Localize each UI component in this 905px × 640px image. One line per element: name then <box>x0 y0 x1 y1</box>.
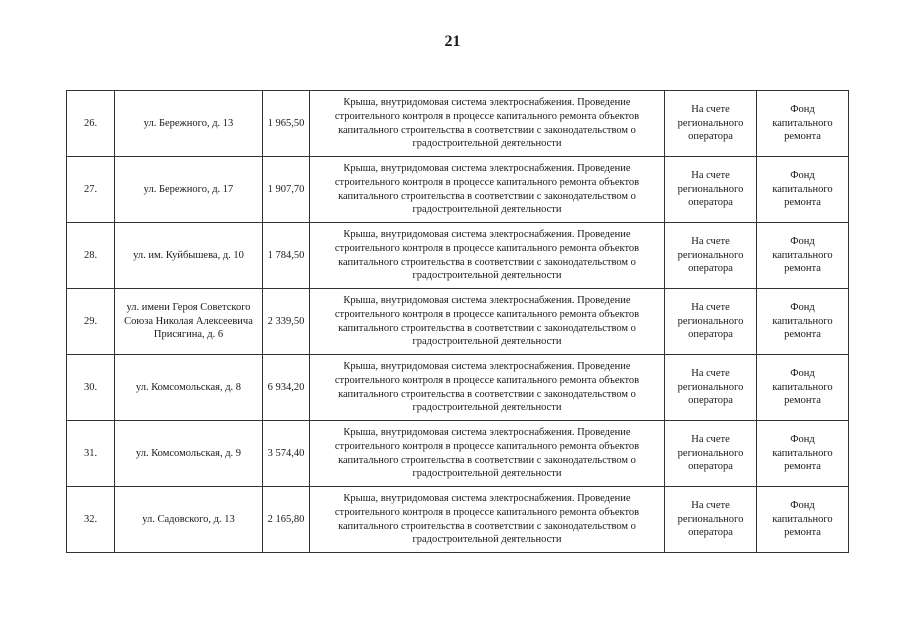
row-number: 29. <box>67 289 115 355</box>
account-cell: На счете регионального оператора <box>665 289 757 355</box>
table-row <box>67 223 849 289</box>
funding-source-cell: Фонд капитального ремонта <box>757 355 849 421</box>
row-number: 27. <box>67 157 115 223</box>
row-number: 32. <box>67 487 115 553</box>
address-cell: ул. им. Куйбышева, д. 10 <box>115 223 263 289</box>
works-cell: Крыша, внутридомовая система электроснабжения. Проведение строительного контроля в процессе капитального ремонта объектов капитального строительства в соответствии с законодательством о градостроительной деятельности <box>310 355 665 421</box>
area-cell: 1 965,50 <box>263 91 310 157</box>
address-cell: ул. Комсомольская, д. 9 <box>115 421 263 487</box>
works-cell: Крыша, внутридомовая система электроснабжения. Проведение строительного контроля в процессе капитального ремонта объектов капитального строительства в соответствии с законодательством о градостроительной деятельности <box>310 421 665 487</box>
funding-source-cell: Фонд капитального ремонта <box>757 289 849 355</box>
area-cell: 6 934,20 <box>263 355 310 421</box>
funding-source-cell: Фонд капитального ремонта <box>757 91 849 157</box>
account-cell: На счете регионального оператора <box>665 157 757 223</box>
area-cell: 1 784,50 <box>263 223 310 289</box>
account-cell: На счете регионального оператора <box>665 91 757 157</box>
table-row <box>67 421 849 487</box>
area-cell: 2 339,50 <box>263 289 310 355</box>
table-row <box>67 487 849 553</box>
row-number: 31. <box>67 421 115 487</box>
table-row <box>67 289 849 355</box>
funding-source-cell: Фонд капитального ремонта <box>757 421 849 487</box>
table-row <box>67 157 849 223</box>
capital-repair-table <box>66 90 849 553</box>
address-cell: ул. Бережного, д. 13 <box>115 91 263 157</box>
address-cell: ул. Комсомольская, д. 8 <box>115 355 263 421</box>
address-cell: ул. имени Героя Советского Союза Николая Алексеевича Присягина, д. 6 <box>115 289 263 355</box>
area-cell: 1 907,70 <box>263 157 310 223</box>
funding-source-cell: Фонд капитального ремонта <box>757 487 849 553</box>
row-number: 30. <box>67 355 115 421</box>
page-number: 21 <box>444 33 461 50</box>
funding-source-cell: Фонд капитального ремонта <box>757 223 849 289</box>
area-cell: 3 574,40 <box>263 421 310 487</box>
works-cell: Крыша, внутридомовая система электроснабжения. Проведение строительного контроля в процессе капитального ремонта объектов капитального строительства в соответствии с законодательством о градостроительной деятельности <box>310 289 665 355</box>
table-row <box>67 91 849 157</box>
row-number: 26. <box>67 91 115 157</box>
row-number: 28. <box>67 223 115 289</box>
account-cell: На счете регионального оператора <box>665 421 757 487</box>
works-cell: Крыша, внутридомовая система электроснабжения. Проведение строительного контроля в процессе капитального ремонта объектов капитального строительства в соответствии с законодательством о градостроительной деятельности <box>310 157 665 223</box>
account-cell: На счете регионального оператора <box>665 223 757 289</box>
works-cell: Крыша, внутридомовая система электроснабжения. Проведение строительного контроля в процессе капитального ремонта объектов капитального строительства в соответствии с законодательством о градостроительной деятельности <box>310 487 665 553</box>
account-cell: На счете регионального оператора <box>665 355 757 421</box>
works-cell: Крыша, внутридомовая система электроснабжения. Проведение строительного контроля в процессе капитального ремонта объектов капитального строительства в соответствии с законодательством о градостроительной деятельности <box>310 223 665 289</box>
account-cell: На счете регионального оператора <box>665 487 757 553</box>
works-cell: Крыша, внутридомовая система электроснабжения. Проведение строительного контроля в процессе капитального ремонта объектов капитального строительства в соответствии с законодательством о градостроительной деятельности <box>310 91 665 157</box>
address-cell: ул. Садовского, д. 13 <box>115 487 263 553</box>
address-cell: ул. Бережного, д. 17 <box>115 157 263 223</box>
table-row <box>67 355 849 421</box>
funding-source-cell: Фонд капитального ремонта <box>757 157 849 223</box>
area-cell: 2 165,80 <box>263 487 310 553</box>
